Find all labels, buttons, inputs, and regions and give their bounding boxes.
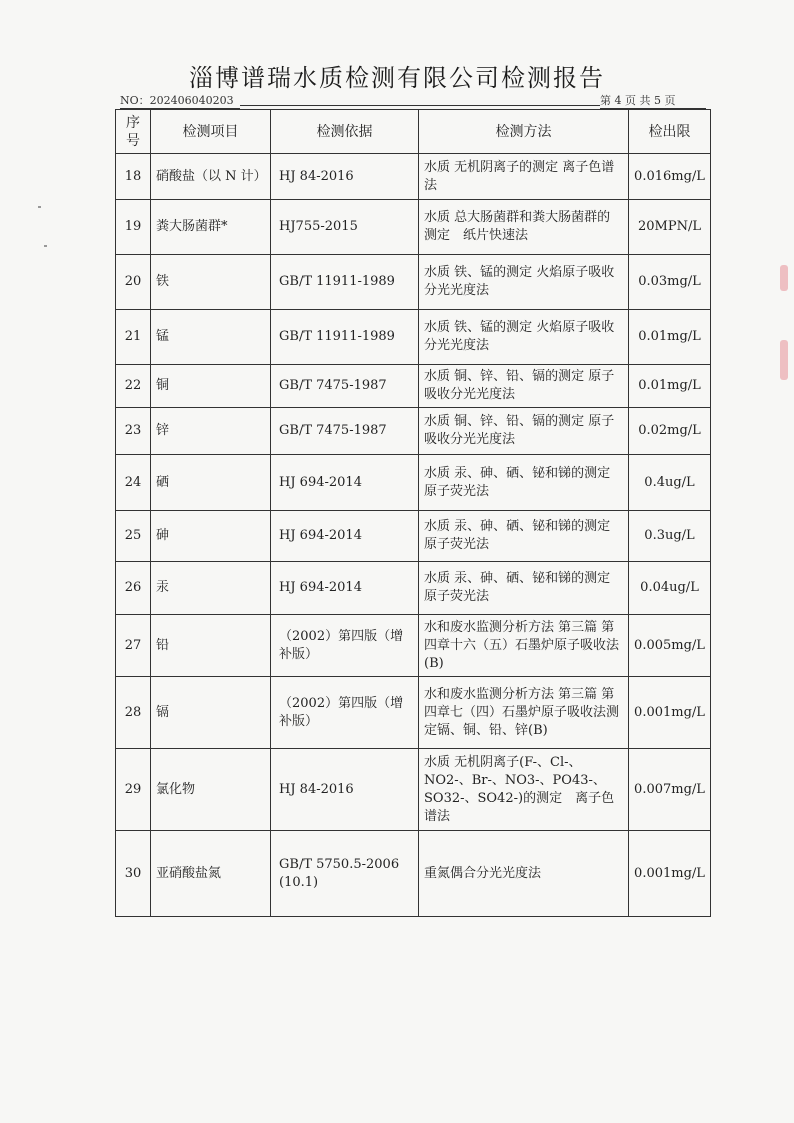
header-method: 检测方法 bbox=[419, 110, 629, 154]
cell-method: 水质 总大肠菌群和粪大肠菌群的测定 纸片快速法 bbox=[419, 200, 629, 255]
cell-limit: 0.01mg/L bbox=[629, 365, 711, 408]
cell-seq: 23 bbox=[116, 408, 151, 455]
table-row bbox=[116, 677, 711, 749]
cell-limit: 0.03mg/L bbox=[629, 255, 711, 310]
cell-method: 水质 铁、锰的测定 火焰原子吸收分光光度法 bbox=[419, 255, 629, 310]
cell-item: 砷 bbox=[151, 511, 271, 562]
cell-item: 铜 bbox=[151, 365, 271, 408]
cell-limit: 0.016mg/L bbox=[629, 154, 711, 200]
cell-limit: 0.02mg/L bbox=[629, 408, 711, 455]
cell-seq: 30 bbox=[116, 831, 151, 917]
cell-method: 水质 无机阴离子的测定 离子色谱法 bbox=[419, 154, 629, 200]
cell-basis: HJ755-2015 bbox=[271, 200, 419, 255]
cell-item: 汞 bbox=[151, 562, 271, 615]
cell-item: 铁 bbox=[151, 255, 271, 310]
cell-basis: GB/T 7475-1987 bbox=[271, 408, 419, 455]
cell-basis: （2002）第四版（增补版） bbox=[271, 615, 419, 677]
table-row bbox=[116, 408, 711, 455]
cell-limit: 0.3ug/L bbox=[629, 511, 711, 562]
cell-limit: 0.001mg/L bbox=[629, 831, 711, 917]
cell-seq: 24 bbox=[116, 455, 151, 511]
cell-method: 水和废水监测分析方法 第三篇 第四章十六（五）石墨炉原子吸收法(B) bbox=[419, 615, 629, 677]
cell-item: 镉 bbox=[151, 677, 271, 749]
cell-seq: 18 bbox=[116, 154, 151, 200]
table-row bbox=[116, 511, 711, 562]
cell-basis: HJ 694-2014 bbox=[271, 562, 419, 615]
table-row bbox=[116, 455, 711, 511]
table-row bbox=[116, 615, 711, 677]
cell-basis: （2002）第四版（增补版） bbox=[271, 677, 419, 749]
table-row bbox=[116, 310, 711, 365]
cell-seq: 28 bbox=[116, 677, 151, 749]
cell-limit: 0.04ug/L bbox=[629, 562, 711, 615]
cell-seq: 22 bbox=[116, 365, 151, 408]
cell-item: 锌 bbox=[151, 408, 271, 455]
cell-item: 氯化物 bbox=[151, 749, 271, 831]
cell-basis: GB/T 7475-1987 bbox=[271, 365, 419, 408]
cell-limit: 0.001mg/L bbox=[629, 677, 711, 749]
results-table bbox=[115, 109, 711, 917]
report-title: 淄博谱瑞水质检测有限公司检测报告 bbox=[189, 64, 605, 92]
cell-method: 水质 铜、锌、铅、镉的测定 原子吸收分光光度法 bbox=[419, 365, 629, 408]
cell-method: 水质 汞、砷、硒、铋和锑的测定 原子荧光法 bbox=[419, 455, 629, 511]
cell-method: 水质 汞、砷、硒、铋和锑的测定 原子荧光法 bbox=[419, 511, 629, 562]
cell-method: 水和废水监测分析方法 第三篇 第四章七（四）石墨炉原子吸收法测定镉、铜、铅、锌(B) bbox=[419, 677, 629, 749]
table-row bbox=[116, 831, 711, 917]
cell-basis: GB/T 11911-1989 bbox=[271, 310, 419, 365]
cell-item: 锰 bbox=[151, 310, 271, 365]
table-row bbox=[116, 200, 711, 255]
cell-basis: HJ 84-2016 bbox=[271, 749, 419, 831]
cell-method: 重氮偶合分光光度法 bbox=[419, 831, 629, 917]
table-row bbox=[116, 154, 711, 200]
header-rule bbox=[240, 105, 600, 106]
cell-limit: 0.4ug/L bbox=[629, 455, 711, 511]
cell-item: 铅 bbox=[151, 615, 271, 677]
cell-seq: 20 bbox=[116, 255, 151, 310]
cell-basis: HJ 84-2016 bbox=[271, 154, 419, 200]
table-row bbox=[116, 365, 711, 408]
scan-speck bbox=[38, 206, 41, 208]
cell-limit: 20MPN/L bbox=[629, 200, 711, 255]
header-seq: 序号 bbox=[116, 110, 151, 154]
header-basis: 检测依据 bbox=[271, 110, 419, 154]
header-item: 检测项目 bbox=[151, 110, 271, 154]
cell-basis: HJ 694-2014 bbox=[271, 455, 419, 511]
cell-basis: GB/T 11911-1989 bbox=[271, 255, 419, 310]
cell-limit: 0.01mg/L bbox=[629, 310, 711, 365]
cell-basis: GB/T 5750.5-2006 (10.1) bbox=[271, 831, 419, 917]
cell-seq: 19 bbox=[116, 200, 151, 255]
cell-method: 水质 无机阴离子(F-、Cl-、NO2-、Br-、NO3-、PO43-、SO32-、SO42-)的测定 离子色谱法 bbox=[419, 749, 629, 831]
report-number: NO：202406040203 bbox=[120, 92, 240, 109]
header-limit: 检出限 bbox=[629, 110, 711, 154]
cell-basis: HJ 694-2014 bbox=[271, 511, 419, 562]
cell-item: 亚硝酸盐氮 bbox=[151, 831, 271, 917]
seal-edge-mark bbox=[780, 340, 788, 380]
cell-seq: 21 bbox=[116, 310, 151, 365]
cell-seq: 29 bbox=[116, 749, 151, 831]
cell-item: 硝酸盐（以 N 计） bbox=[151, 154, 271, 200]
table-row bbox=[116, 255, 711, 310]
table-header-row bbox=[116, 110, 711, 154]
table-row bbox=[116, 562, 711, 615]
scan-speck bbox=[44, 245, 47, 247]
cell-item: 粪大肠菌群* bbox=[151, 200, 271, 255]
seal-edge-mark bbox=[780, 265, 788, 291]
cell-limit: 0.005mg/L bbox=[629, 615, 711, 677]
cell-item: 硒 bbox=[151, 455, 271, 511]
cell-seq: 26 bbox=[116, 562, 151, 615]
cell-seq: 25 bbox=[116, 511, 151, 562]
page-indicator: 第 4 页 共 5 页 bbox=[600, 92, 706, 109]
cell-seq: 27 bbox=[116, 615, 151, 677]
cell-method: 水质 汞、砷、硒、铋和锑的测定 原子荧光法 bbox=[419, 562, 629, 615]
cell-method: 水质 铁、锰的测定 火焰原子吸收分光光度法 bbox=[419, 310, 629, 365]
cell-limit: 0.007mg/L bbox=[629, 749, 711, 831]
cell-method: 水质 铜、锌、铅、镉的测定 原子吸收分光光度法 bbox=[419, 408, 629, 455]
table-row bbox=[116, 749, 711, 831]
